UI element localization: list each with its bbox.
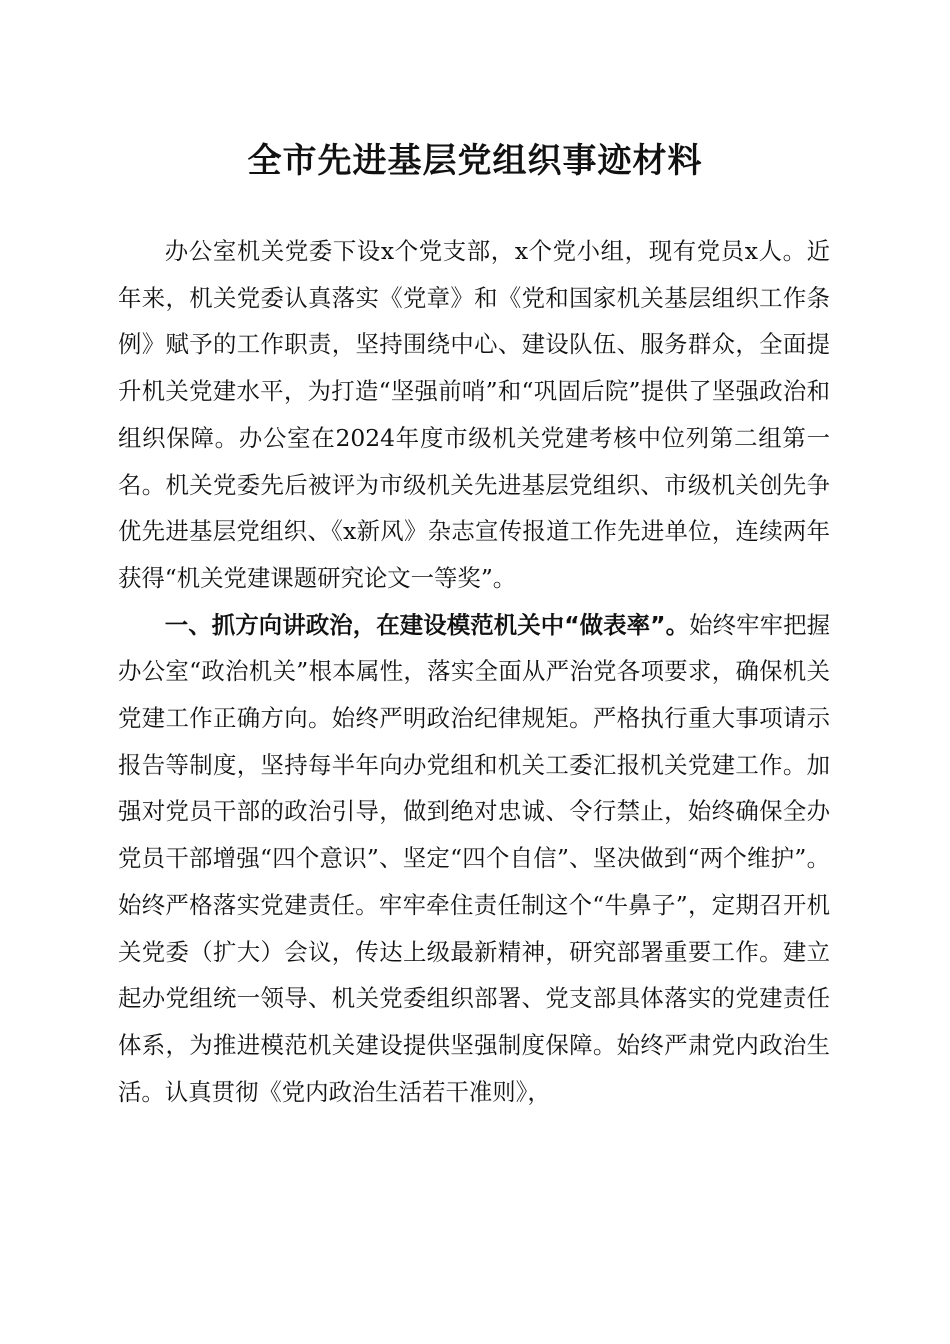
paragraph-text: 始终牢牢把握办公室“政治机关”根本属性，落实全面从严治党各项要求，确保机关党建工作正确方向。始终严明政治纪律规矩。严格执行重大事项请示报告等制度，坚持每半年向办党组和机关工委汇报机关党建工作。加强对党员干部的政治引导，做到绝对忠诚、令行禁止，始终确保全办党员干部增强“四个意识”、坚定“四个自信”、坚决做到“两个维护”。始终严格落实党建责任。牢牢牵住责任制这个“牛鼻子”，定期召开机关党委（扩大）会议，传达上级最新精神，研究部署重要工作。建立起办党组统一领导、机关党委组织部署、党支部具体落实的党建责任体系，为推进模范机关建设提供坚强制度保障。始终严肃党内政治生活。认真贯彻《党内政治生活若干准则》， xyxy=(118,610,831,1106)
paragraph-section-one xyxy=(118,602,830,1116)
paragraph-intro xyxy=(118,228,830,602)
document-title: 全市先进基层党组织事迹材料 xyxy=(247,141,703,181)
section-heading: 一、抓方向讲政治，在建设模范机关中“做表率”。 xyxy=(164,610,690,639)
document-body xyxy=(118,228,830,1115)
paragraph-text: 办公室机关党委下设x个党支部，x个党小组，现有党员x人。近年来，机关党委认真落实《党章》和《党和国家机关基层组织工作条例》赋予的工作职责，坚持围绕中心、建设队伍、服务群众，全面提升机关党建水平，为打造“坚强前哨”和“巩固后院”提供了坚强政治和组织保障。办公室在2024年度市级机关党建考核中位列第二组第一名。机关党委先后被评为市级机关先进基层党组织、市级机关创先争优先进基层党组织、《x新风》杂志宣传报道工作先进单位，连续两年获得“机关党建课题研究论文一等奖”。 xyxy=(118,237,830,592)
